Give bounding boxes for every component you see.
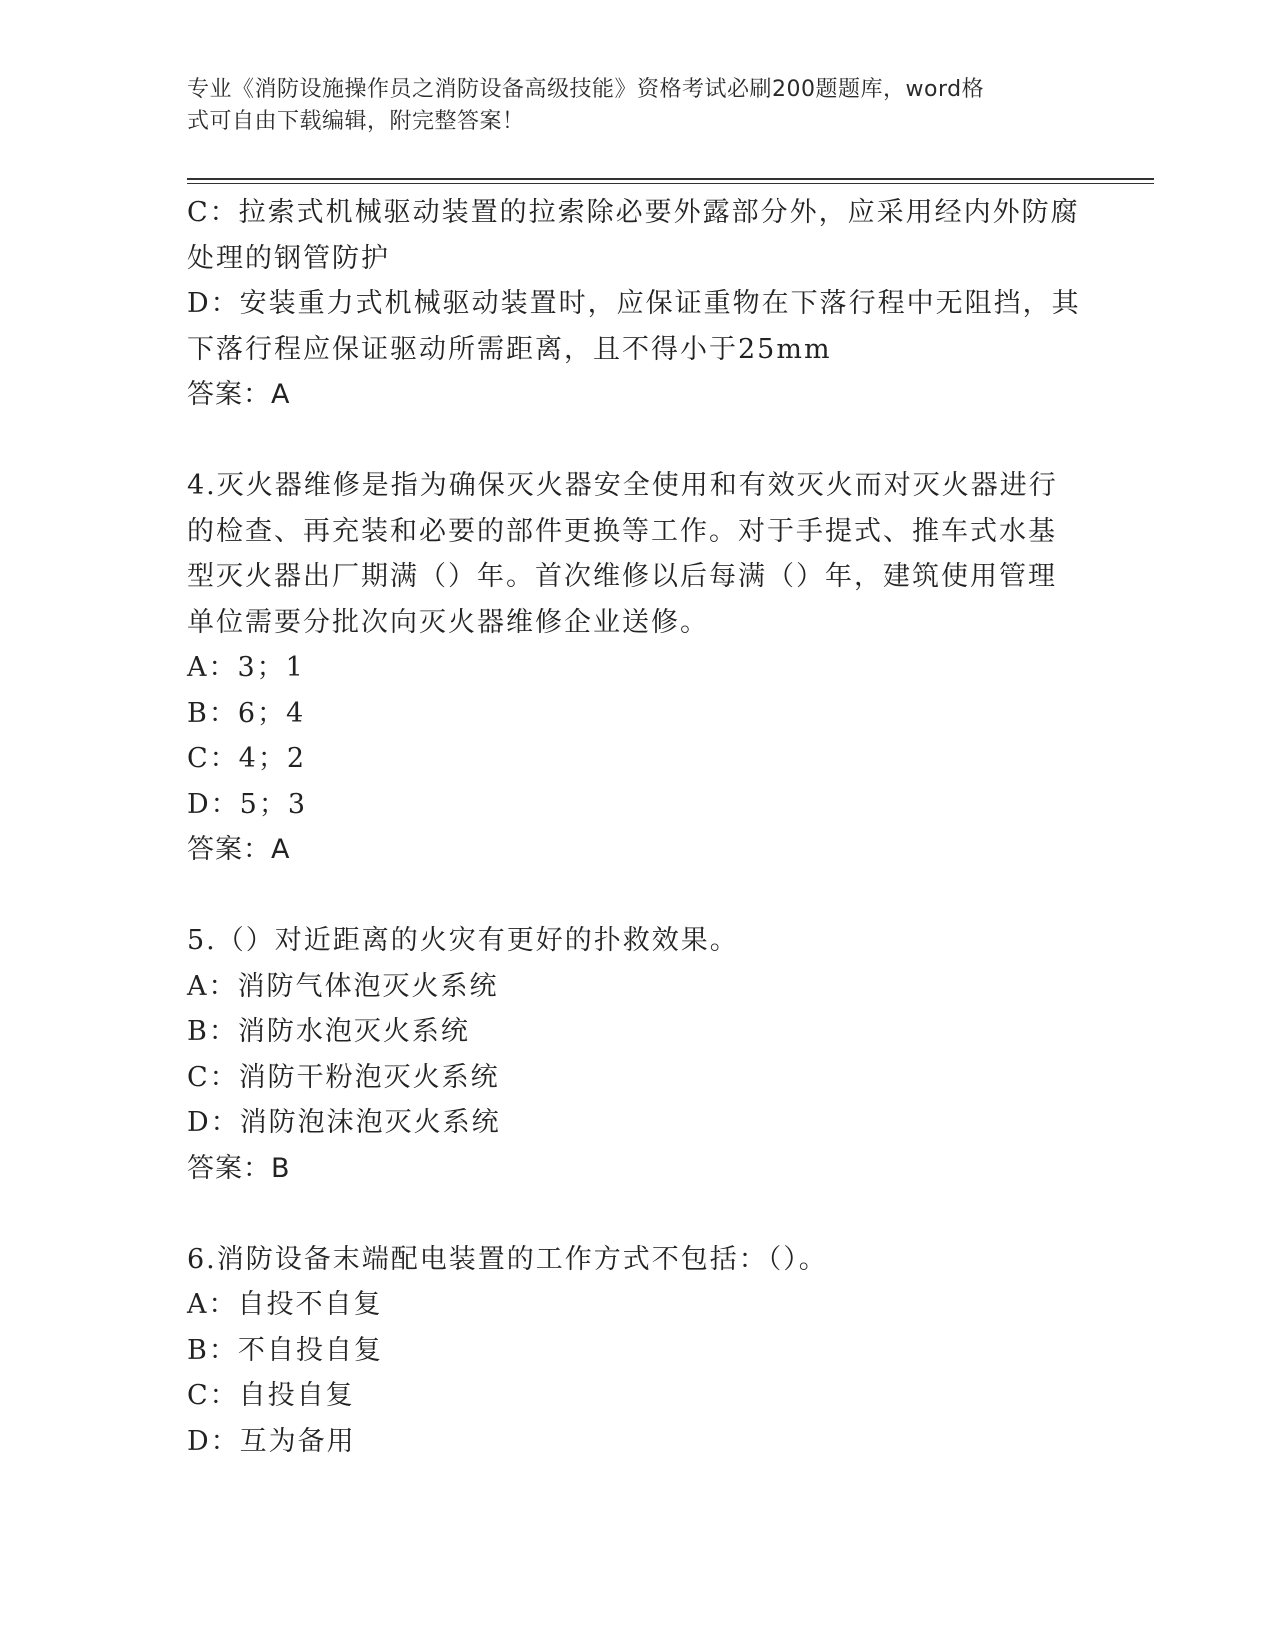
q4-stem-line-1: 4.灭火器维修是指为确保灭火器安全使用和有效灭火而对灭火器进行 xyxy=(187,470,1058,501)
q4-option-c: C：4；2 xyxy=(187,743,307,774)
q4-option-d: D：5；3 xyxy=(187,788,308,820)
spacer xyxy=(187,1191,1087,1237)
spacer xyxy=(187,418,1087,464)
q6-stem: 6.消防设备末端配电装置的工作方式不包括：（）。 xyxy=(187,1243,828,1275)
spacer xyxy=(187,873,1087,919)
q6-option-b: B：不自投自复 xyxy=(187,1334,383,1366)
q3-answer: 答案：A xyxy=(187,379,291,410)
q6-option-c: C：自投自复 xyxy=(187,1380,355,1411)
q5-answer: 答案：B xyxy=(187,1152,291,1184)
q5-option-a: A：消防气体泡灭火系统 xyxy=(187,970,499,1002)
q4-stem-line-3: 型灭火器出厂期满（）年。首次维修以后每满（）年，建筑使用管理 xyxy=(187,561,1057,592)
document-header xyxy=(187,74,1087,138)
q6-option-a: A：自投不自复 xyxy=(187,1289,383,1320)
header-line-2: 式可自由下载编辑，附完整答案！ xyxy=(187,109,525,134)
q3-option-d-line-2: 下落行程应保证驱动所需距离，且不得小于25mm xyxy=(187,333,832,365)
q5-option-b: B：消防水泡灭火系统 xyxy=(187,1016,470,1047)
q4-option-a: A：3；1 xyxy=(187,652,305,683)
q3-option-c-line-1: C：拉索式机械驱动装置的拉索除必要外露部分外，应采用经内外防腐 xyxy=(187,197,1080,228)
header-divider-thick xyxy=(187,178,1154,180)
header-divider-thin xyxy=(187,183,1154,184)
question-6 xyxy=(187,1237,1087,1465)
question-3-tail xyxy=(187,190,1087,418)
question-4 xyxy=(187,463,1087,873)
q6-option-d: D：互为备用 xyxy=(187,1425,356,1457)
question-5 xyxy=(187,918,1087,1191)
header-line-1: 专业《消防设施操作员之消防设备高级技能》资格考试必刷200题题库，word格 xyxy=(187,77,985,102)
q4-option-b: B：6；4 xyxy=(187,697,306,729)
q4-stem-line-4: 单位需要分批次向灭火器维修企业送修。 xyxy=(187,606,709,638)
q3-option-d-line-1: D：安装重力式机械驱动装置时，应保证重物在下落行程中无阻挡，其 xyxy=(187,288,1081,319)
q5-stem: 5.（）对近距离的火灾有更好的扑救效果。 xyxy=(187,925,739,956)
q5-option-d: D：消防泡沫泡灭火系统 xyxy=(187,1107,501,1138)
q4-answer: 答案：A xyxy=(187,834,291,865)
question-list xyxy=(187,190,1087,1464)
q4-stem-line-2: 的检查、再充装和必要的部件更换等工作。对于手提式、推车式水基 xyxy=(187,515,1057,547)
q3-option-c-line-2: 处理的钢管防护 xyxy=(187,242,390,274)
q5-option-c: C：消防干粉泡灭火系统 xyxy=(187,1061,500,1093)
